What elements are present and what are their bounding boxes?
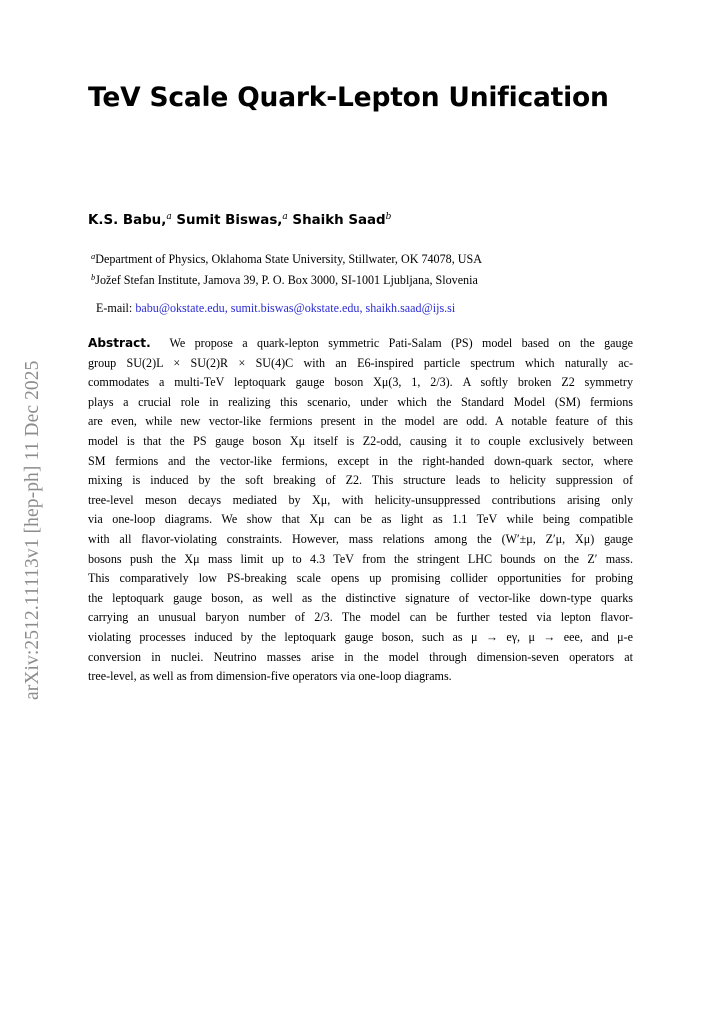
email-addresses-link[interactable]: babu@okstate.edu, sumit.biswas@okstate.edu, shaikh.saad@ijs.si: [135, 301, 456, 315]
email-line: [96, 300, 455, 316]
abstract-line: SM fermions and the vector-like fermions, except in the right-handed down-quark sector, where: [88, 453, 633, 468]
paper-title: TeV Scale Quark-Lepton Unification: [88, 82, 609, 113]
abstract-line: tree-level, as well as from dimension-five operators via one-loop diagrams.: [88, 669, 452, 684]
affiliation-text: Jožef Stefan Institute, Jamova 39, P. O. Box 3000, SI-1001 Ljubljana, Slovenia: [95, 273, 478, 287]
abstract-line: model is that the PS gauge boson Xμ itself is Z2-odd, causing it to couple exclusively between: [88, 433, 633, 448]
abstract-line: via one-loop diagrams. We show that Xμ can be as light as 1.1 TeV while being compatible: [88, 512, 633, 527]
abstract-line: Abstract. We propose a quark-lepton symmetric Pati-Salam (PS) model based on the gauge: [88, 336, 633, 350]
abstract-line: commodates a multi-TeV leptoquark gauge boson Xμ(3, 1, 2/3). A softly broken Z2 symmetry: [88, 375, 633, 390]
affiliation-mark: a: [91, 251, 96, 261]
author-name: Sumit Biswas,: [176, 213, 283, 228]
author-list: [88, 211, 391, 231]
abstract-line: violating processes induced by the leptoquark gauge boson, such as μ → eγ, μ → eee, and μ-e: [88, 629, 633, 644]
author-affiliation-mark: b: [385, 212, 392, 222]
author-affiliation-mark: a: [282, 212, 288, 222]
abstract-label: Abstract.: [88, 336, 151, 350]
abstract-line: tree-level meson decays mediated by Xμ, with helicity-unsuppressed contributions arising only: [88, 492, 633, 507]
abstract-line: plays a crucial role in realizing this scenario, under which the Standard Model (SM) fermions: [88, 394, 633, 409]
email-label: E-mail:: [96, 301, 133, 315]
abstract-line: This comparatively low PS-breaking scale opens up promising collider opportunities for probing: [88, 571, 633, 586]
affiliation: [91, 272, 478, 288]
abstract-line: group SU(2)L × SU(2)R × SU(4)C with an E6-inspired particle spectrum which naturally ac-: [88, 355, 633, 370]
affiliation-text: Department of Physics, Oklahoma State University, Stillwater, OK 74078, USA: [95, 252, 482, 266]
author-name: K.S. Babu,: [88, 213, 167, 228]
author-name: Shaikh Saad: [292, 213, 386, 228]
abstract-line: mixing is induced by the soft breaking of Z2. This structure leads to helicity suppression of: [88, 473, 633, 488]
abstract-line: bosons push the Xμ mass limit up to 4.3 TeV from the stringent LHC bounds on the Z′ mass.: [88, 551, 633, 566]
abstract-line: the leptoquark gauge boson, as well as the distinctive signature of vector-like down-type quarks: [88, 590, 633, 605]
abstract-line: carrying an unusual baryon number of 2/3. The model can be further tested via lepton flavor-: [88, 610, 633, 625]
abstract-line: with all flavor-violating constraints. However, mass relations among the (W′±μ, Z′μ, Xμ) gauge: [88, 531, 633, 546]
affiliation: [91, 251, 482, 267]
abstract-line: are even, while new vector-like fermions present in the model are odd. A notable feature of this: [88, 414, 633, 429]
abstract: [88, 334, 633, 687]
author-affiliation-mark: a: [166, 212, 172, 222]
affiliation-mark: b: [91, 272, 96, 282]
arxiv-identifier-stamp: arXiv:2512.11113v1 [hep-ph] 11 Dec 2025: [22, 360, 43, 700]
abstract-line: conversion in nuclei. Neutrino masses arise in the model through dimension-seven operators at: [88, 649, 633, 664]
